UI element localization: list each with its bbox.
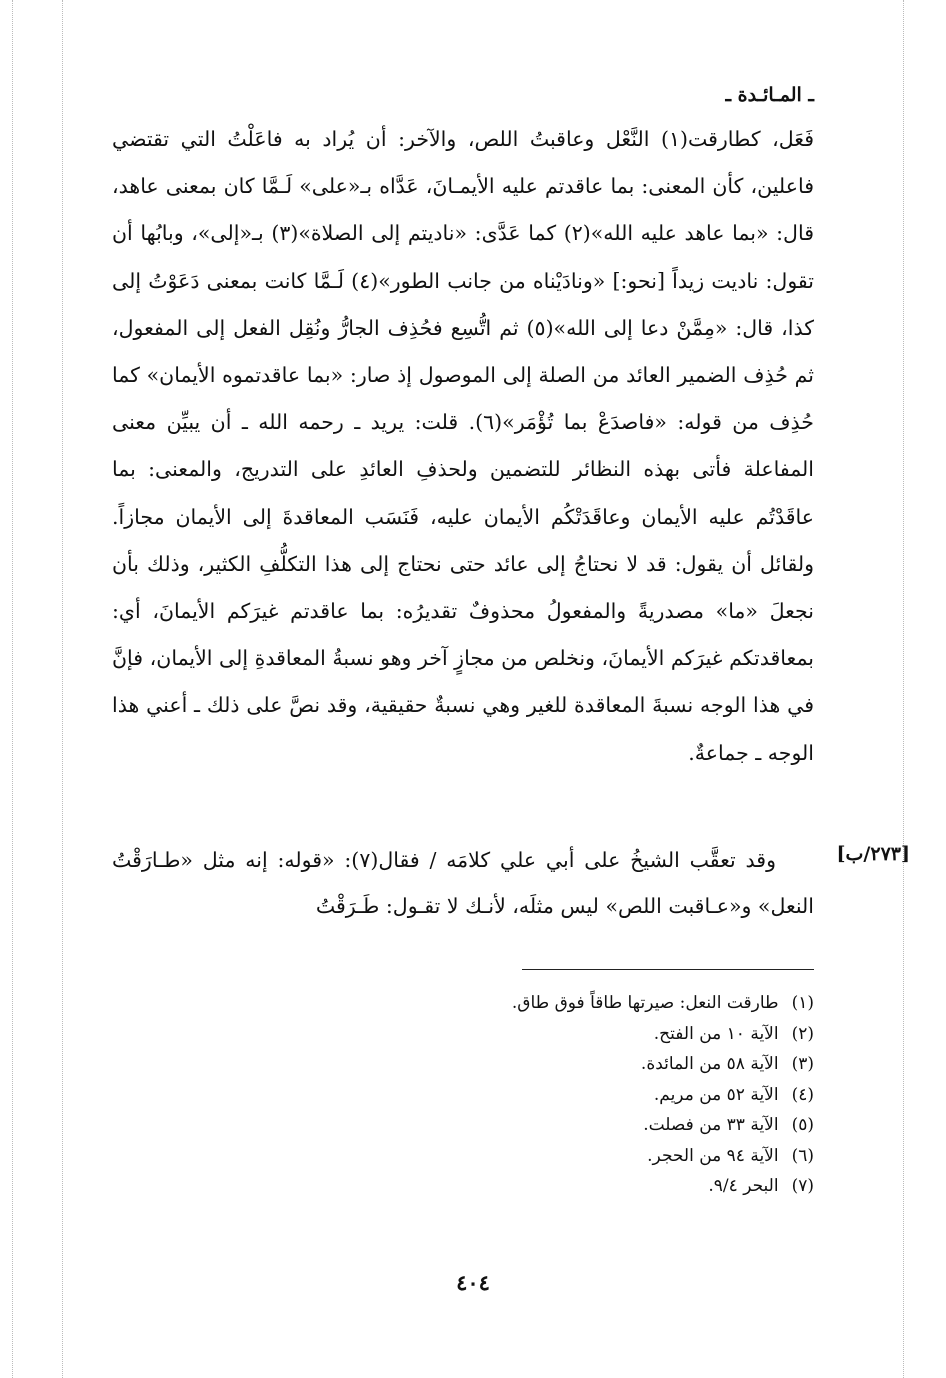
footnote-item	[374, 988, 814, 1019]
footnote-text: الآية ١٠ من الفتح.	[653, 1023, 779, 1044]
scan-edge-left	[12, 0, 13, 1378]
footnote-separator	[522, 969, 814, 970]
footnote-text: طارقت النعل: صيرتها طاقاً فوق طاق.	[511, 993, 779, 1013]
paragraph-2: وقد تعقَّب الشيخُ على أبي علي كلامَه / فقال(٧): «قوله: إنه مثل «طـارَقْتُ النعل» و«عـاقبت اللص» ليس مثلَه، لأنـك لا تقـول: طَـرَقْتُ	[112, 848, 814, 918]
footnote-text: البحر ٩/٤.	[708, 1176, 779, 1196]
footnote-number: (٥)	[791, 1115, 814, 1135]
scan-edge-left-inner	[62, 0, 63, 1378]
main-text	[112, 116, 814, 777]
running-header: ـ المـائـدة ـ	[725, 84, 814, 106]
footnote-number: (٣)	[791, 1054, 814, 1074]
footnote-text: الآية ٩٤ من الحجر.	[647, 1145, 779, 1166]
paragraph-2-block	[112, 837, 814, 929]
footnote-item	[374, 1049, 814, 1080]
paragraph-1: فَعَل، كطارقت(١) النَّعْل وعاقبتُ اللص، والآخر: أن يُراد به فاعَلْتُ التي تقتضي فاعلين، كأن المعنى: بما عاقدتم عليه الأيمـانَ، عَدَّاه بـ«على» لَـمَّا كان بمعنى عاهد، قال: «بما عاهد عليه الله»(٢) كما عَدَّى: «ناديتم إلى الصلاة»(٣) بـ«إلى»، وبابُها أن تقول: ناديت زيداً [نحو:] «ونادَيْناه من جانب الطور»(٤) لَـمَّا كانت بمعنى دَعَوْتُ إلى كذا، قال: «مِمَّنْ دعا إلى الله»(٥) ثم اتُّسِع فحُذِف الجارُّ ونُقِل الفعل إلى المفعول، ثم حُذِف الضمير العائد من الصلة إلى الموصول إذ صار: «بما عاقدتموه الأيمان» كما حُذِف من قوله: «فاصدَعْ بما تُؤْمَر»(٦). قلت: يريد ـ رحمه الله ـ أن يبيِّن معنى المفاعلة فأتى بهذه النظائر للتضمين ولحذفِ العائدِ على التدريج، والمعنى: بما عاقَدْتُم عليه الأيمان وعاقَدَتْكُم الأيمان عليه، فَنَسَب المعاقدةَ إلى الأيمان مجازاً. ولقائل أن يقول: قد لا نحتاجُ إلى عائد حتى نحتاج إلى هذا التكلُّفِ الكثير، وذلك بأن نجعلَ «ما» مصدريةً والمفعولُ محذوفٌ تقديرُه: بما عاقدتم غيرَكم الأيمانَ، أي: بمعاقدتكم غيرَكم الأيمانَ، ونخلص من مجازٍ آخر وهو نسبةُ المعاقدةِ إلى الأيمان، فإنَّ في هذا الوجه نسبةَ المعاقدة للغير وهي نسبةٌ حقيقية، وقد نصَّ على ذلك ـ أعني هذا الوجه ـ جماعةٌ.	[112, 127, 814, 765]
footnote-number: (٦)	[791, 1145, 814, 1166]
footnote-number: (١)	[791, 993, 814, 1013]
footnote-item	[374, 1171, 814, 1202]
footnote-text: الآية ٥٨ من المائدة.	[640, 1054, 779, 1074]
footnote-item	[374, 1080, 814, 1111]
scan-edge-right	[903, 0, 904, 1378]
footnote-text: الآية ٥٢ من مريم.	[653, 1084, 779, 1105]
footnotes-list	[374, 988, 814, 1202]
footnote-number: (٤)	[791, 1084, 814, 1105]
footnote-item	[374, 1141, 814, 1172]
footnote-text: الآية ٣٣ من فصلت.	[643, 1115, 779, 1135]
footnote-item	[374, 1019, 814, 1050]
folio-margin-note: [٢٧٣/ب]	[836, 843, 910, 865]
page-number: ٤٠٤	[456, 1270, 490, 1295]
footnote-item	[374, 1110, 814, 1141]
footnote-number: (٧)	[791, 1176, 814, 1196]
footnote-number: (٢)	[791, 1023, 814, 1044]
